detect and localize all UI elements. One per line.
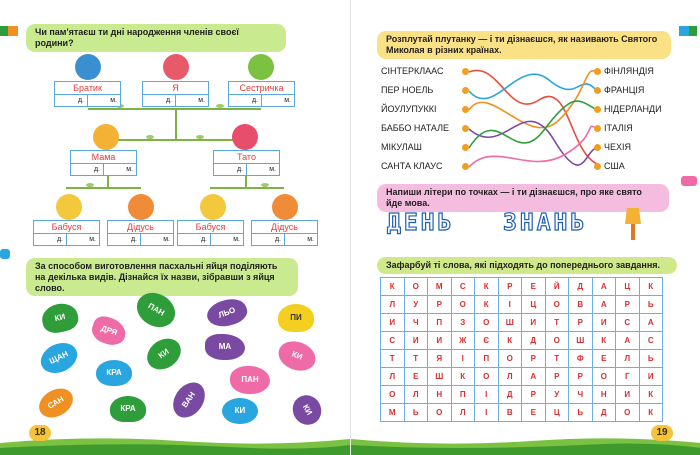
avatar-grandfather-2: [272, 194, 298, 220]
grid-cell[interactable]: Т: [545, 314, 569, 332]
maze-task-banner: Розплутай плутанку — і ти дізнаєшся, як називають Святого Миколая в різних країнах.: [377, 31, 671, 59]
grid-cell[interactable]: Ш: [498, 314, 522, 332]
egg-shell[interactable]: ВАН: [167, 376, 212, 423]
maze-word: САНТА КЛАУС: [381, 161, 443, 171]
month-field[interactable]: м.: [284, 97, 291, 104]
grid-cell[interactable]: Ь: [404, 404, 428, 422]
grid-cell[interactable]: Д: [498, 386, 522, 404]
grid-cell[interactable]: М: [381, 404, 405, 422]
egg-shell[interactable]: КРА: [96, 360, 132, 386]
maze-start-dot[interactable]: [462, 106, 469, 113]
grid-cell[interactable]: Ш: [428, 368, 452, 386]
grid-cell[interactable]: О: [381, 386, 405, 404]
grid-cell[interactable]: Ь: [639, 296, 663, 314]
grid-cell[interactable]: Р: [428, 296, 452, 314]
grid-cell[interactable]: О: [428, 404, 452, 422]
grid-cell[interactable]: Р: [616, 296, 640, 314]
egg-shell[interactable]: ДРЯ: [89, 313, 129, 348]
grid-cell[interactable]: Н: [592, 386, 616, 404]
egg-shell[interactable]: КИ: [274, 336, 319, 375]
grid-row: [381, 314, 663, 332]
grid-cell[interactable]: К: [639, 404, 663, 422]
egg-shell[interactable]: МА: [205, 334, 245, 360]
name-box-me[interactable]: [142, 81, 209, 107]
maze-word: ПЕР НОЕЛЬ: [381, 85, 434, 95]
grid-cell[interactable]: Р: [522, 386, 546, 404]
grid-cell[interactable]: Т: [404, 350, 428, 368]
grid-row: [381, 404, 663, 422]
grid-cell[interactable]: У: [404, 296, 428, 314]
grid-cell[interactable]: І: [475, 404, 499, 422]
grid-cell[interactable]: О: [404, 278, 428, 296]
grid-cell[interactable]: Е: [404, 368, 428, 386]
name-box-grandmother-2[interactable]: [177, 220, 244, 246]
day-field[interactable]: д.: [229, 95, 262, 107]
avatar-brother: [75, 54, 101, 80]
month-field[interactable]: м.: [110, 97, 117, 104]
grid-cell[interactable]: У: [545, 386, 569, 404]
maze-word: ІТАЛІЯ: [604, 123, 633, 133]
grid-cell[interactable]: А: [616, 332, 640, 350]
grid-cell[interactable]: И: [592, 314, 616, 332]
maze-start-dot[interactable]: [462, 163, 469, 170]
grid-cell[interactable]: О: [545, 296, 569, 314]
person-name: Тато: [214, 151, 279, 164]
grid-cell[interactable]: О: [545, 332, 569, 350]
grid-cell[interactable]: К: [592, 332, 616, 350]
grid-cell[interactable]: А: [592, 278, 616, 296]
person-name: Мама: [71, 151, 136, 164]
grid-cell[interactable]: Ц: [616, 278, 640, 296]
avatar-me: [163, 54, 189, 80]
grid-cell[interactable]: К: [639, 386, 663, 404]
grid-cell[interactable]: Ц: [545, 404, 569, 422]
grid-row: [381, 368, 663, 386]
person-name: Дідусь: [252, 221, 317, 234]
maze-end-dot[interactable]: [594, 68, 601, 75]
egg-shell[interactable]: КИ: [287, 390, 326, 430]
egg-shell[interactable]: ПИ: [278, 304, 314, 332]
grid-cell[interactable]: К: [475, 278, 499, 296]
grid-cell[interactable]: Ф: [569, 350, 593, 368]
tree-task-banner: Чи пам'ятаєш ти дні народження членів своєї родини?: [26, 24, 286, 52]
day-field[interactable]: д.: [178, 234, 211, 246]
page-number: 18: [29, 425, 51, 441]
month-field[interactable]: м.: [307, 236, 314, 243]
egg-shell[interactable]: КИ: [222, 398, 258, 424]
month-field[interactable]: м.: [269, 166, 276, 173]
eggs-task-banner: За способом виготовлення пасхальні яйця поділяють на декілька видів. Дізнайся їх назви, зібравши з яйця слово.: [26, 258, 298, 296]
day-field[interactable]: д.: [214, 164, 247, 176]
month-field[interactable]: м.: [233, 236, 240, 243]
grid-cell[interactable]: И: [616, 386, 640, 404]
grid-cell[interactable]: И: [428, 332, 452, 350]
grid-cell[interactable]: Л: [616, 350, 640, 368]
name-box-mother[interactable]: [70, 150, 137, 176]
day-field[interactable]: д.: [143, 95, 176, 107]
maze-end-dot[interactable]: [594, 87, 601, 94]
grid-cell[interactable]: Ч: [569, 386, 593, 404]
person-name: Бабуся: [178, 221, 243, 234]
grid-row: [381, 350, 663, 368]
grid-cell[interactable]: А: [592, 296, 616, 314]
person-name: Бабуся: [34, 221, 99, 234]
grid-cell[interactable]: З: [451, 314, 475, 332]
grid-cell[interactable]: И: [522, 314, 546, 332]
name-box-grandfather-1[interactable]: [107, 220, 174, 246]
name-box-grandmother-1[interactable]: [33, 220, 100, 246]
egg-shell[interactable]: ПАН: [131, 286, 182, 334]
person-name: Сестричка: [229, 82, 294, 95]
grid-cell[interactable]: Ж: [451, 332, 475, 350]
avatar-grandmother-1: [56, 194, 82, 220]
grid-cell[interactable]: И: [404, 332, 428, 350]
day-field[interactable]: д.: [108, 234, 141, 246]
grid-cell[interactable]: Л: [381, 368, 405, 386]
corner-tab-blue: [679, 26, 689, 36]
avatar-grandmother-2: [200, 194, 226, 220]
maze-start-dot[interactable]: [462, 144, 469, 151]
letter-grid[interactable]: [380, 277, 663, 422]
grid-cell[interactable]: А: [522, 368, 546, 386]
maze-word: ЧЕХІЯ: [604, 142, 632, 152]
grid-cell[interactable]: О: [475, 368, 499, 386]
grid-cell[interactable]: Ь: [569, 404, 593, 422]
grid-cell[interactable]: К: [498, 332, 522, 350]
grid-cell[interactable]: В: [569, 296, 593, 314]
maze-start-dot[interactable]: [462, 125, 469, 132]
grid-cell[interactable]: І: [475, 386, 499, 404]
month-field[interactable]: м.: [163, 236, 170, 243]
grid-cell[interactable]: Р: [498, 278, 522, 296]
grid-cell[interactable]: О: [475, 314, 499, 332]
grid-cell[interactable]: К: [451, 368, 475, 386]
grid-cell[interactable]: Я: [428, 350, 452, 368]
grid-cell[interactable]: Т: [381, 350, 405, 368]
grid-cell[interactable]: Й: [545, 278, 569, 296]
grass-footer: [0, 433, 350, 455]
month-field[interactable]: м.: [126, 166, 133, 173]
grid-cell[interactable]: Л: [498, 368, 522, 386]
right-page: [350, 0, 700, 455]
grid-cell[interactable]: Е: [522, 278, 546, 296]
day-field[interactable]: д.: [252, 234, 285, 246]
grid-cell[interactable]: О: [616, 404, 640, 422]
egg-shell[interactable]: САН: [34, 383, 78, 424]
grid-cell[interactable]: К: [639, 278, 663, 296]
grid-cell[interactable]: Р: [569, 314, 593, 332]
maze-end-dot[interactable]: [594, 106, 601, 113]
maze-word: ФРАНЦІЯ: [604, 85, 645, 95]
person-name: Братик: [55, 82, 120, 95]
grid-cell[interactable]: О: [498, 350, 522, 368]
egg-shell[interactable]: ЩАН: [36, 337, 82, 378]
maze-end-dot[interactable]: [594, 125, 601, 132]
avatar-father: [232, 124, 258, 150]
grid-cell[interactable]: О: [451, 296, 475, 314]
grid-cell[interactable]: Є: [475, 332, 499, 350]
maze-word: США: [604, 161, 625, 171]
grid-cell[interactable]: Л: [381, 296, 405, 314]
grid-cell[interactable]: Л: [404, 386, 428, 404]
grid-cell[interactable]: Ш: [569, 332, 593, 350]
day-field[interactable]: д.: [55, 95, 88, 107]
day-field[interactable]: д.: [71, 164, 104, 176]
dots-task-banner: Напиши літери по точках — і ти дізнаєшся, про яке свято йде мова.: [377, 184, 669, 212]
grid-cell[interactable]: Д: [569, 278, 593, 296]
maze-tangle[interactable]: [469, 60, 599, 175]
grid-cell[interactable]: В: [498, 404, 522, 422]
grid-task-banner: Зафарбуй ті слова, які підходять до попереднього завдання.: [377, 257, 677, 274]
egg-shell[interactable]: ПАН: [230, 366, 270, 394]
maze-word: ФІНЛЯНДІЯ: [604, 66, 654, 76]
page-number: 19: [651, 425, 673, 441]
maze-start-dot[interactable]: [462, 87, 469, 94]
egg-shell[interactable]: КРА: [110, 396, 146, 422]
grid-cell[interactable]: Р: [569, 368, 593, 386]
grid-cell[interactable]: Е: [592, 350, 616, 368]
dotted-word-1[interactable]: ДЕНЬ: [387, 210, 455, 236]
maze-word: СІНТЕРКЛААС: [381, 66, 444, 76]
grid-cell[interactable]: Н: [428, 386, 452, 404]
grid-cell[interactable]: Д: [522, 332, 546, 350]
maze-word: БАББО НАТАЛЕ: [381, 123, 450, 133]
grid-cell[interactable]: П: [475, 350, 499, 368]
avatar-mother: [93, 124, 119, 150]
person-name: Дідусь: [108, 221, 173, 234]
frog-mascot-icon: [0, 249, 10, 259]
name-box-father[interactable]: [213, 150, 280, 176]
day-field[interactable]: д.: [34, 234, 67, 246]
grid-cell[interactable]: Г: [616, 368, 640, 386]
grid-cell[interactable]: Т: [545, 350, 569, 368]
grid-cell[interactable]: Ь: [639, 350, 663, 368]
grid-cell[interactable]: И: [639, 368, 663, 386]
grid-cell[interactable]: И: [381, 314, 405, 332]
month-field[interactable]: м.: [89, 236, 96, 243]
grid-cell[interactable]: І: [451, 350, 475, 368]
grid-cell[interactable]: Ц: [522, 296, 546, 314]
month-field[interactable]: м.: [198, 97, 205, 104]
grid-cell[interactable]: С: [381, 332, 405, 350]
maze-word: НІДЕРЛАНДИ: [604, 104, 662, 114]
person-name: Я: [143, 82, 208, 95]
grid-cell[interactable]: С: [451, 278, 475, 296]
grid-row: [381, 296, 663, 314]
bell-icon: [621, 206, 645, 242]
avatar-grandfather-1: [128, 194, 154, 220]
grid-row: [381, 278, 663, 296]
maze-end-dot[interactable]: [594, 144, 601, 151]
grid-cell[interactable]: Ч: [404, 314, 428, 332]
grid-cell[interactable]: Л: [451, 404, 475, 422]
grid-cell[interactable]: С: [639, 332, 663, 350]
grid-cell[interactable]: Р: [522, 350, 546, 368]
grid-cell[interactable]: Е: [522, 404, 546, 422]
name-box-sister[interactable]: [228, 81, 295, 107]
grid-cell[interactable]: І: [498, 296, 522, 314]
grid-row: [381, 332, 663, 350]
maze-start-dot[interactable]: [462, 68, 469, 75]
name-box-brother[interactable]: [54, 81, 121, 107]
grid-cell[interactable]: П: [451, 386, 475, 404]
frog-mascot-icon: [681, 176, 697, 186]
egg-shell[interactable]: КИ: [39, 301, 80, 336]
grid-cell[interactable]: М: [428, 278, 452, 296]
grid-row: [381, 386, 663, 404]
grid-cell[interactable]: П: [428, 314, 452, 332]
avatar-sister: [248, 54, 274, 80]
egg-shell[interactable]: КИ: [141, 332, 187, 376]
grid-cell[interactable]: Р: [545, 368, 569, 386]
grid-cell[interactable]: С: [616, 314, 640, 332]
grid-cell[interactable]: О: [592, 368, 616, 386]
name-box-grandfather-2[interactable]: [251, 220, 318, 246]
grid-cell[interactable]: Д: [592, 404, 616, 422]
egg-shell[interactable]: ЛЬО: [204, 294, 250, 332]
maze-word: МІКУЛАШ: [381, 142, 422, 152]
grass-footer: [351, 433, 700, 455]
maze-word: ЙОУЛУПУККІ: [381, 104, 437, 114]
maze-end-dot[interactable]: [594, 163, 601, 170]
grid-cell[interactable]: К: [381, 278, 405, 296]
grid-cell[interactable]: К: [475, 296, 499, 314]
dotted-word-2[interactable]: ЗНАНЬ: [503, 210, 588, 236]
grid-cell[interactable]: А: [639, 314, 663, 332]
